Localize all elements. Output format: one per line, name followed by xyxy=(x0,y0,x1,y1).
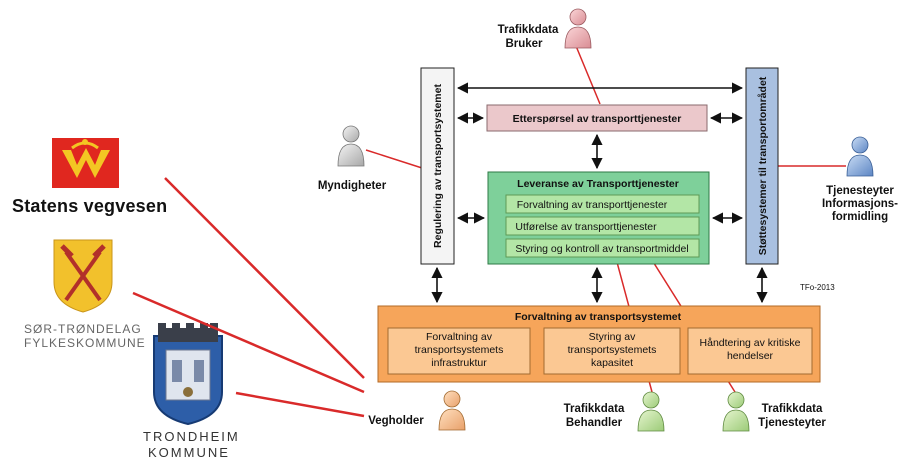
myndigheter-person-icon xyxy=(338,126,364,166)
sor-trondelag-name-line2: FYLKESKOMMUNE xyxy=(24,336,146,350)
actor-label: Myndigheter xyxy=(317,180,387,192)
actor-label: Tjenesteyter xyxy=(758,417,826,429)
management-item-line: Forvaltning av xyxy=(426,331,492,343)
management-item-line: transportsystemets xyxy=(567,344,657,356)
actor-label: Informasjons- xyxy=(821,198,899,210)
support-systems-box xyxy=(746,68,778,264)
vegholder-person-icon xyxy=(439,391,465,430)
actor-label: Vegholder xyxy=(368,415,424,427)
trondheim-kommune-shield-logo xyxy=(154,323,222,424)
actor-label: Trafikkdata xyxy=(497,24,559,36)
actor-label: Behandler xyxy=(565,417,623,429)
delivery-item: Styring og kontroll av transportmiddel xyxy=(515,243,689,255)
actor-label: Trafikkdata xyxy=(563,403,625,415)
delivery-item: Utførelse av transporttjenester xyxy=(515,221,657,233)
management-item-line: Styring av xyxy=(588,331,636,343)
trondheim-name-line2: KOMMUNE xyxy=(148,445,230,460)
management-item-line: Håndtering av kritiske xyxy=(699,337,801,349)
trafikkdata-bruker-person-icon xyxy=(565,9,591,48)
management-box xyxy=(378,306,820,382)
actor-label: Bruker xyxy=(505,38,543,50)
sor-trondelag-name-line1: SØR-TRØNDELAG xyxy=(24,322,142,336)
statens-vegvesen-logo xyxy=(52,138,119,188)
delivery-item: Forvaltning av transporttjenester xyxy=(516,199,668,211)
trafikkdata-tjenesteyter-person-icon xyxy=(723,392,749,431)
actor-label: Trafikkdata xyxy=(761,403,823,415)
trondheim-name-line1: TRONDHEIM xyxy=(143,429,240,444)
actor-label: formidling xyxy=(831,211,889,223)
regulation-box xyxy=(421,68,454,264)
regulation-label: Regulering av transportsystemet xyxy=(432,84,444,248)
management-item-line: hendelser xyxy=(726,350,774,362)
demand-box xyxy=(487,105,707,131)
management-item-line: infrastruktur xyxy=(431,357,487,369)
tjenesteyter-person-icon xyxy=(847,137,873,176)
credit-label: TFo-2013 xyxy=(800,283,835,292)
delivery-title: Leveranse av Transporttjenester xyxy=(517,178,679,190)
management-title: Forvaltning av transportsystemet xyxy=(514,311,682,323)
support-systems-label: Støttesystemer til transportområdet xyxy=(757,76,769,256)
delivery-box xyxy=(488,172,709,264)
trafikkdata-behandler-person-icon xyxy=(638,392,664,431)
management-item-line: kapasitet xyxy=(590,357,634,369)
statens-vegvesen-name: Statens vegvesen xyxy=(12,196,168,216)
management-item-line: transportsystemets xyxy=(414,344,504,356)
actor-label: Tjenesteyter xyxy=(826,185,894,197)
sor-trondelag-shield-logo xyxy=(54,240,112,312)
demand-label: Etterspørsel av transporttjenester xyxy=(512,113,682,125)
